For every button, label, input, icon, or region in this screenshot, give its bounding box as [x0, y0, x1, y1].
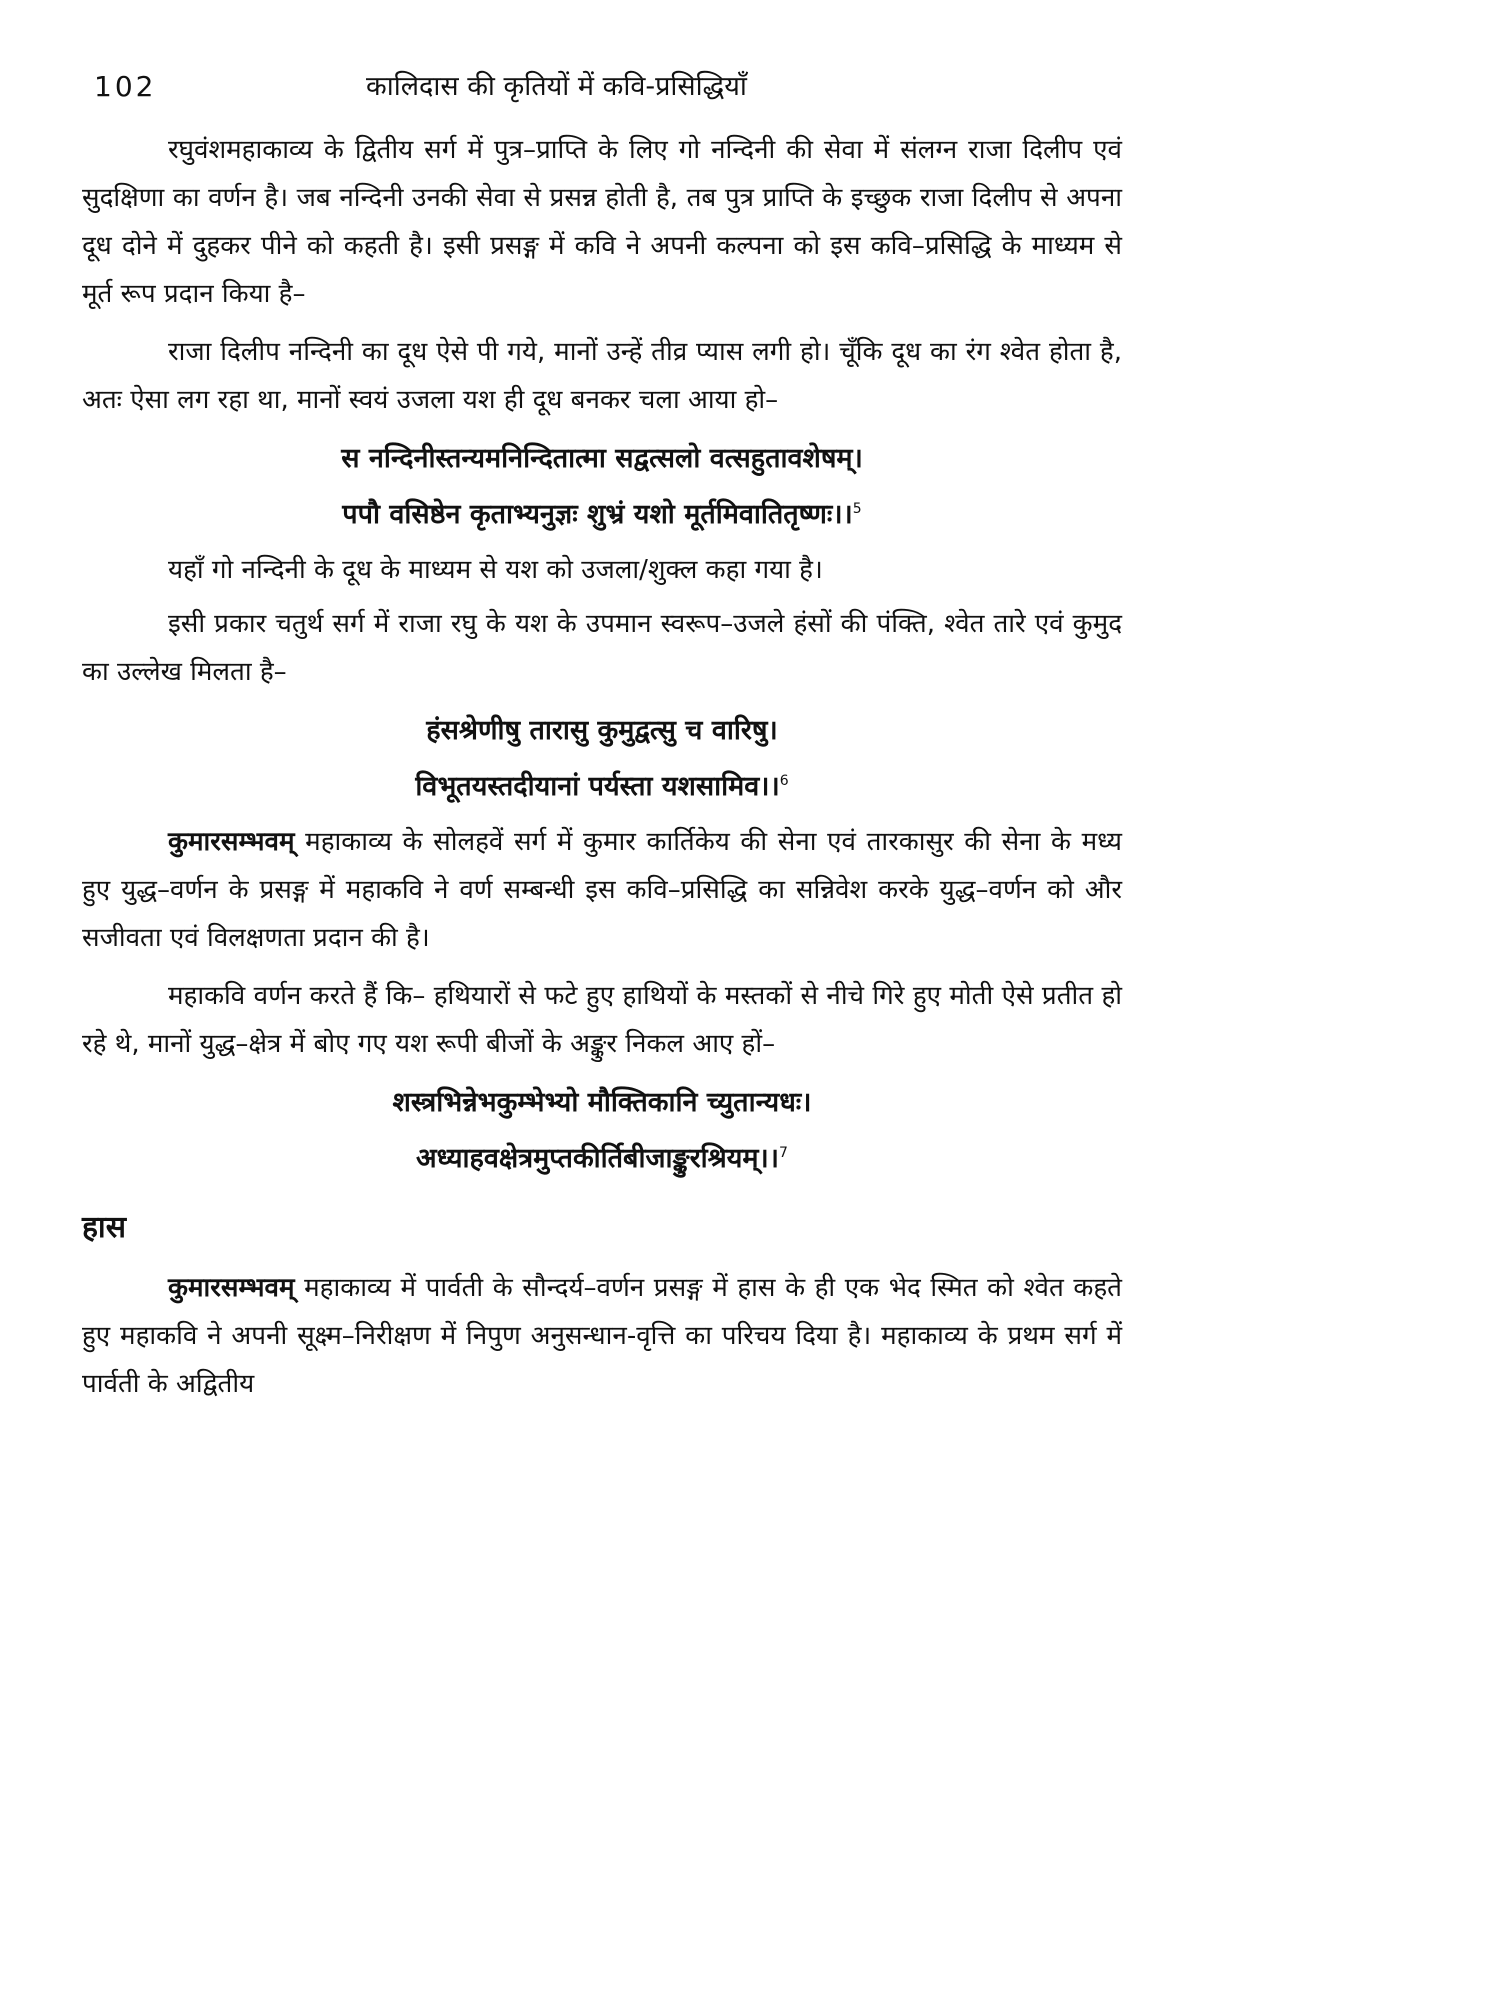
verse-5-line-2	[82, 484, 1122, 540]
paragraph-5	[82, 818, 1122, 962]
section-heading-haas: हास	[82, 1210, 126, 1245]
verse-5	[82, 434, 1122, 540]
verse-6-line-2	[82, 756, 1122, 812]
paragraph-2: राजा दिलीप नन्दिनी का दूध ऐसे पी गये, मानों उन्हें तीव्र प्यास लगी हो। चूँकि दूध का रंग श्वेत होता है, अतः ऐसा लग रहा था, मानों स्वयं उजला यश ही दूध बनकर चला आया हो–	[82, 337, 1122, 415]
paragraph-3: यहाँ गो नन्दिनी के दूध के माध्यम से यश को उजला/शुक्ल कहा गया है।	[168, 555, 823, 585]
verse-7-line-2	[82, 1128, 1122, 1184]
page-header	[86, 62, 1126, 110]
page-body	[82, 126, 1122, 1418]
verse-6	[82, 706, 1122, 812]
paragraph-1: रघुवंशमहाकाव्य के द्वितीय सर्ग में पुत्र–प्राप्ति के लिए गो नन्दिनी की सेवा में संलग्न राजा दिलीप एवं सुदक्षिणा का वर्णन है। जब नन्दिनी उनकी सेवा से प्रसन्न होती है, तब पुत्र प्राप्ति के इच्छुक राजा दिलीप से अपना दूध दोने में दुहकर पीने को कहती है। इसी प्रसङ्ग में कवि ने अपनी कल्पना को इस कवि–प्रसिद्धि के माध्यम से मूर्त रूप प्रदान किया है–	[82, 135, 1122, 309]
footnote-ref-5: 5	[852, 501, 862, 517]
footnote-ref-6: 6	[779, 773, 789, 789]
work-title-kumarasambhavam-2: कुमारसम्भवम्	[168, 1273, 295, 1303]
running-title: कालिदास की कृतियों में कवि-प्रसिद्धियाँ	[366, 71, 747, 102]
verse-5-line-1: स नन्दिनीस्तन्यमनिन्दितात्मा सद्वत्सलो वत्सहुतावशेषम्।	[341, 443, 863, 474]
verse-7-line-2-text: अध्याहवक्षेत्रमुप्तकीर्तिबीजाङ्कुरश्रियम्।।	[416, 1143, 780, 1174]
paragraph-7	[82, 1264, 1122, 1408]
paragraph-7-text: महाकाव्य में पार्वती के सौन्दर्य–वर्णन प्रसङ्ग में हास के ही एक भेद स्मित को श्वेत कहते हुए महाकवि ने अपनी सूक्ष्म–निरीक्षण में निपुण अनुसन्धान-वृत्ति का परिचय दिया है। महाकाव्य के प्रथम सर्ग में पार्वती के अद्वितीय	[82, 1273, 1122, 1399]
work-title-kumarasambhavam: कुमारसम्भवम्	[168, 827, 295, 857]
paragraph-4: इसी प्रकार चतुर्थ सर्ग में राजा रघु के यश के उपमान स्वरूप–उजले हंसों की पंक्ति, श्वेत तारे एवं कुमुद का उल्लेख मिलता है–	[82, 609, 1122, 687]
verse-6-line-2-text: विभूतयस्तदीयानां पर्यस्ता यशसामिव।।	[415, 771, 780, 802]
verse-6-line-1: हंसश्रेणीषु तारासु कुमुद्वत्सु च वारिषु।	[426, 715, 778, 746]
verse-5-line-2-text: पपौ वसिष्ठेन कृताभ्यनुज्ञः शुभ्रं यशो मूर्तमिवातितृष्णः।।	[342, 499, 853, 530]
paragraph-6: महाकवि वर्णन करते हैं कि– हथियारों से फटे हुए हाथियों के मस्तकों से नीचे गिरे हुए मोती ऐसे प्रतीत हो रहे थे, मानों युद्ध–क्षेत्र में बोए गए यश रूपी बीजों के अङ्कुर निकल आए हों–	[82, 981, 1122, 1059]
verse-7	[82, 1078, 1122, 1184]
paragraph-5-text: महाकाव्य के सोलहवें सर्ग में कुमार कार्तिकेय की सेना एवं तारकासुर की सेना के मध्य हुए युद्ध–वर्णन के प्रसङ्ग में महाकवि ने वर्ण सम्बन्धी इस कवि–प्रसिद्धि का सन्निवेश करके युद्ध–वर्णन को और सजीवता एवं विलक्षणता प्रदान की है।	[82, 827, 1122, 953]
footnote-ref-7: 7	[779, 1145, 788, 1161]
verse-7-line-1: शस्त्रभिन्नेभकुम्भेभ्यो मौक्तिकानि च्युतान्यधः।	[392, 1087, 812, 1118]
page-number: 102	[94, 70, 157, 103]
